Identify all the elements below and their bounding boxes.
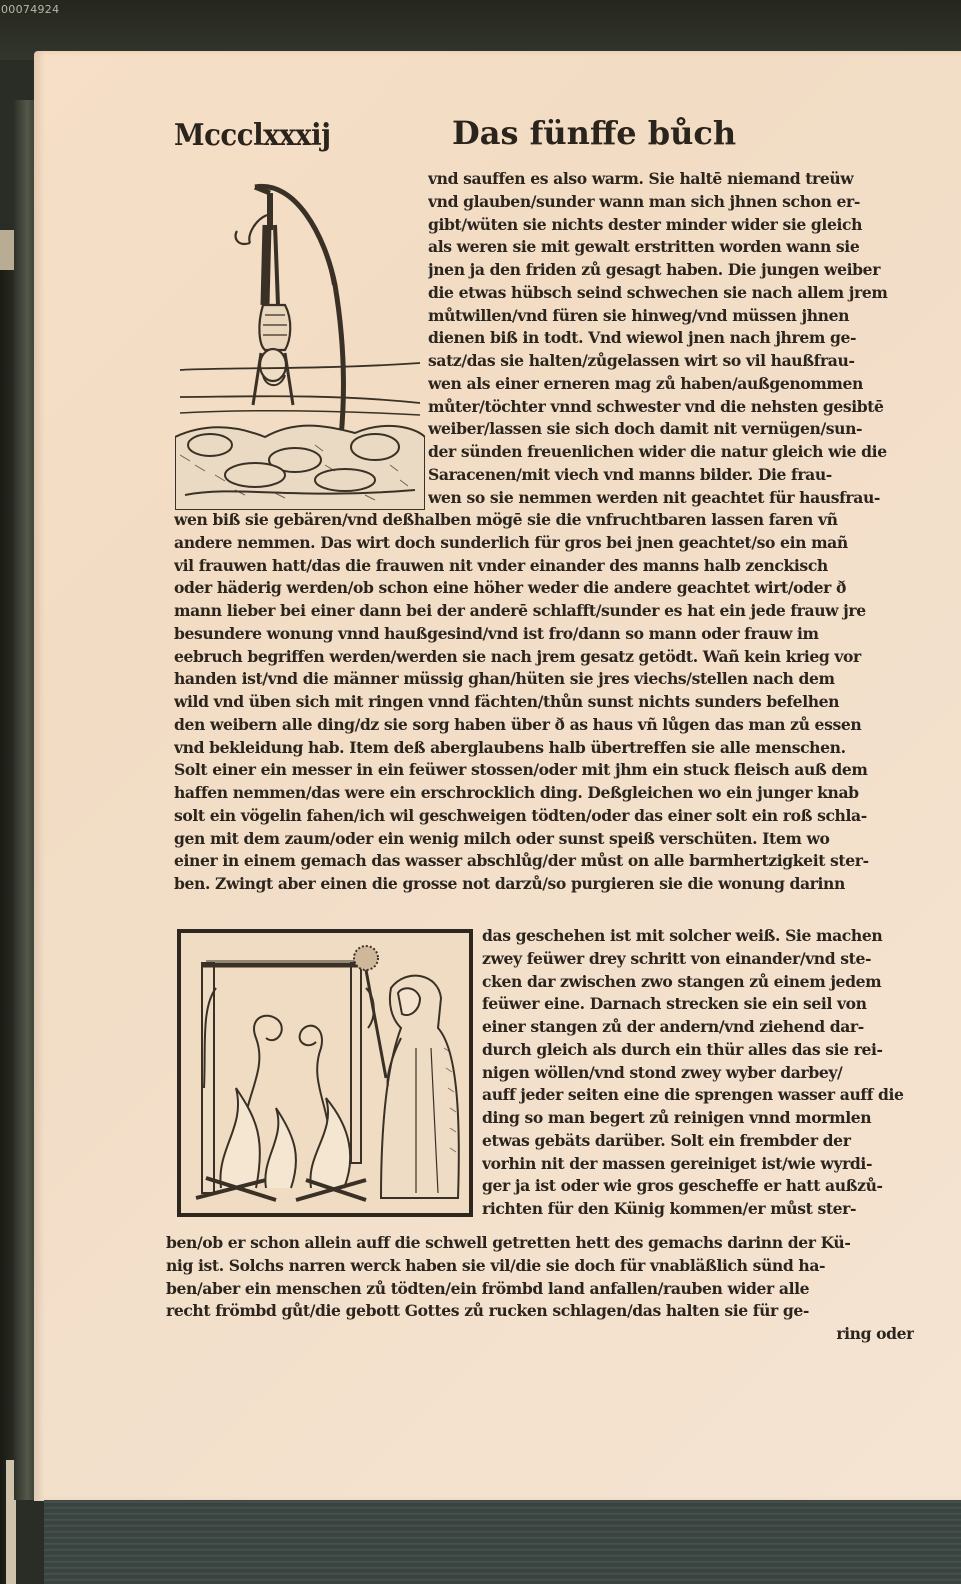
text-line: jnen ja den friden zů gesagt haben. Die jungen weiber [428, 260, 881, 279]
text-line: handen ist/vnd die männer müssig ghan/hüten sie jres viechs/stellen nach dem [174, 669, 835, 689]
text-line: als weren sie mit gewalt erstritten worden wann sie [428, 237, 860, 257]
paper-strip [0, 230, 14, 270]
text-line: dienen biß in todt. Vnd wiewol jnen nach jhrem ge- [428, 328, 857, 348]
text-line: ger ja ist oder wie gros gescheffe er hatt außzů- [482, 1176, 883, 1196]
text-line: wen als einer erneren mag zů haben/außgenommen [428, 373, 863, 393]
text-line: gen mit dem zaum/oder ein wenig milch oder sunst speiß verschüten. Item wo [174, 828, 830, 848]
text-line: vorhin nit der massen gereiniget ist/wie wyrdi- [482, 1153, 873, 1173]
woodcut-purification-fires [176, 928, 474, 1218]
text-line: den weibern alle ding/dz sie sorg haben über ð as haus vñ lůgen das man zů essen [174, 714, 862, 734]
text-line: einer in einem gemach das wasser abschlůg/der můst on alle barmhertzigkeit ster- [174, 851, 869, 871]
text-line: der sünden freuenlichen wider die natur gleich wie die [428, 442, 887, 461]
text-line: cken dar zwischen zwo stangen zů einem jedem [482, 971, 882, 991]
woodcut-purification-fires-image [176, 928, 474, 1218]
text-line: můter/töchter vnnd schwester vnd die nehsten gesibtē [428, 396, 884, 416]
text-block-full-width [174, 509, 914, 896]
book-page-edges [44, 1500, 961, 1584]
text-line: Saracenen/mit viech vnd manns bilder. Die frau- [428, 464, 832, 484]
text-line: nig ist. Solchs narren werck haben sie vil/die sie doch für vnabläßlich sünd ha- [166, 1255, 826, 1275]
text-line: richten für den Künig kommen/er můst ster- [482, 1199, 857, 1218]
text-line: solt ein vögelin fahen/ich wil geschweigen tödten/oder das einer solt ein roß schla- [174, 805, 867, 825]
running-title: Das fünffe bůch [452, 114, 737, 152]
text-line: nigen wöllen/vnd stond zwey wyber darbey/ [482, 1062, 843, 1082]
text-line: etwas gebäts darüber. Solt ein frembder der [482, 1130, 851, 1150]
text-line: gibt/wüten sie nichts dester minder wider sie gleich [428, 214, 863, 234]
text-line: ben/aber ein menschen zů tödten/ein frömbd land anfallen/rauben wider alle [166, 1278, 810, 1298]
text-line: satz/das sie halten/zůgelassen wirt so vil haußfrau- [428, 351, 855, 370]
text-line: oder häderig werden/ob schon eine höher weder die andere geachtet wirt/oder ð [174, 578, 846, 598]
text-line: vnd glauben/sunder wann man sich jhnen schon er- [428, 191, 860, 211]
text-line: haffen nemmen/das were ein erschrocklich ding. Deßgleichen wo ein junger knab [174, 783, 859, 802]
scanner-background-left [0, 230, 14, 1584]
text-line: zwey feüwer drey schritt von einander/vnd ste- [482, 948, 872, 968]
scan-id-label: 00074924 [1, 3, 60, 16]
text-line: weiber/lassen sie sich doch damit nit vernügen/sun- [428, 419, 863, 439]
catchword: ring oder [836, 1324, 914, 1343]
text-line: die etwas hübsch seind schwechen sie nach allem jrem [428, 282, 888, 302]
woodcut-hanging-figure-image [175, 175, 425, 510]
text-line: auff jeder seiten eine die sprengen wasser auff die [482, 1085, 904, 1105]
text-line: vnd bekleidung hab. Item deß aberglaubens halb übertreffen sie alle menschen. [174, 737, 846, 757]
text-line: eebruch begriffen werden/werden sie nach jrem gesatz getödt. Wañ kein krieg vor [174, 646, 861, 666]
text-line: ding so man begert zů reinigen vnnd mormlen [482, 1108, 872, 1127]
text-line: wen biß sie gebären/vnd deßhalben mögē sie die vnfruchtbaren lassen faren vñ [174, 510, 838, 529]
text-line: ben/ob er schon allein auff die schwell getretten hett des gemachs darinn der Kü- [166, 1233, 851, 1252]
text-line: wild vnd üben sich mit ringen vnnd fächten/thůn sunst nichts sunders befelhen [174, 692, 840, 711]
text-line: wen so sie nemmen werden nit geachtet für hausfrau- [428, 487, 880, 507]
text-block-beside-woodcut-1 [428, 168, 913, 509]
text-line: besundere wonung vnnd haußgesind/vnd ist fro/dann so mann oder frauw im [174, 623, 819, 643]
text-line: vil frauwen hatt/das die frauwen nit vnder einander des manns halb zenckisch [174, 555, 828, 575]
text-line: můtwillen/vnd füren sie hinweg/vnd müssen jhnen [428, 305, 850, 325]
text-line: mann lieber bei einer dann bei der anderē schlafft/sunder es hat ein jede frauw jre [174, 601, 866, 620]
text-line: andere nemmen. Das wirt doch sunderlich für gros bei jnen geachtet/so ein mañ [174, 532, 848, 552]
text-line: Solt einer ein messer in ein feüwer stossen/oder mit jhm ein stuck fleisch auß dem [174, 760, 868, 780]
folio-number: Mccclxxxij [174, 118, 331, 153]
text-line: recht frömbd gůt/die gebott Gottes zů rucken schlagen/das halten sie für ge- [166, 1301, 809, 1321]
text-line: einer stangen zů der andern/vnd ziehend dar- [482, 1017, 864, 1036]
text-block-beside-woodcut-2 [482, 925, 912, 1221]
woodcut-hanging-figure [175, 175, 425, 510]
text-line: vnd sauffen es also warm. Sie haltē niemand treüw [428, 169, 854, 188]
text-line: durch gleich als durch ein thür alles das sie rei- [482, 1039, 883, 1059]
text-block-bottom [166, 1232, 914, 1346]
text-line: ben. Zwingt aber einen die grosse not darzů/so purgieren sie die wonung darinn [174, 874, 845, 893]
text-line: feüwer eine. Darnach strecken sie ein seil von [482, 994, 867, 1014]
book-spine-edge [14, 100, 36, 1500]
text-line: das geschehen ist mit solcher weiß. Sie machen [482, 926, 883, 945]
